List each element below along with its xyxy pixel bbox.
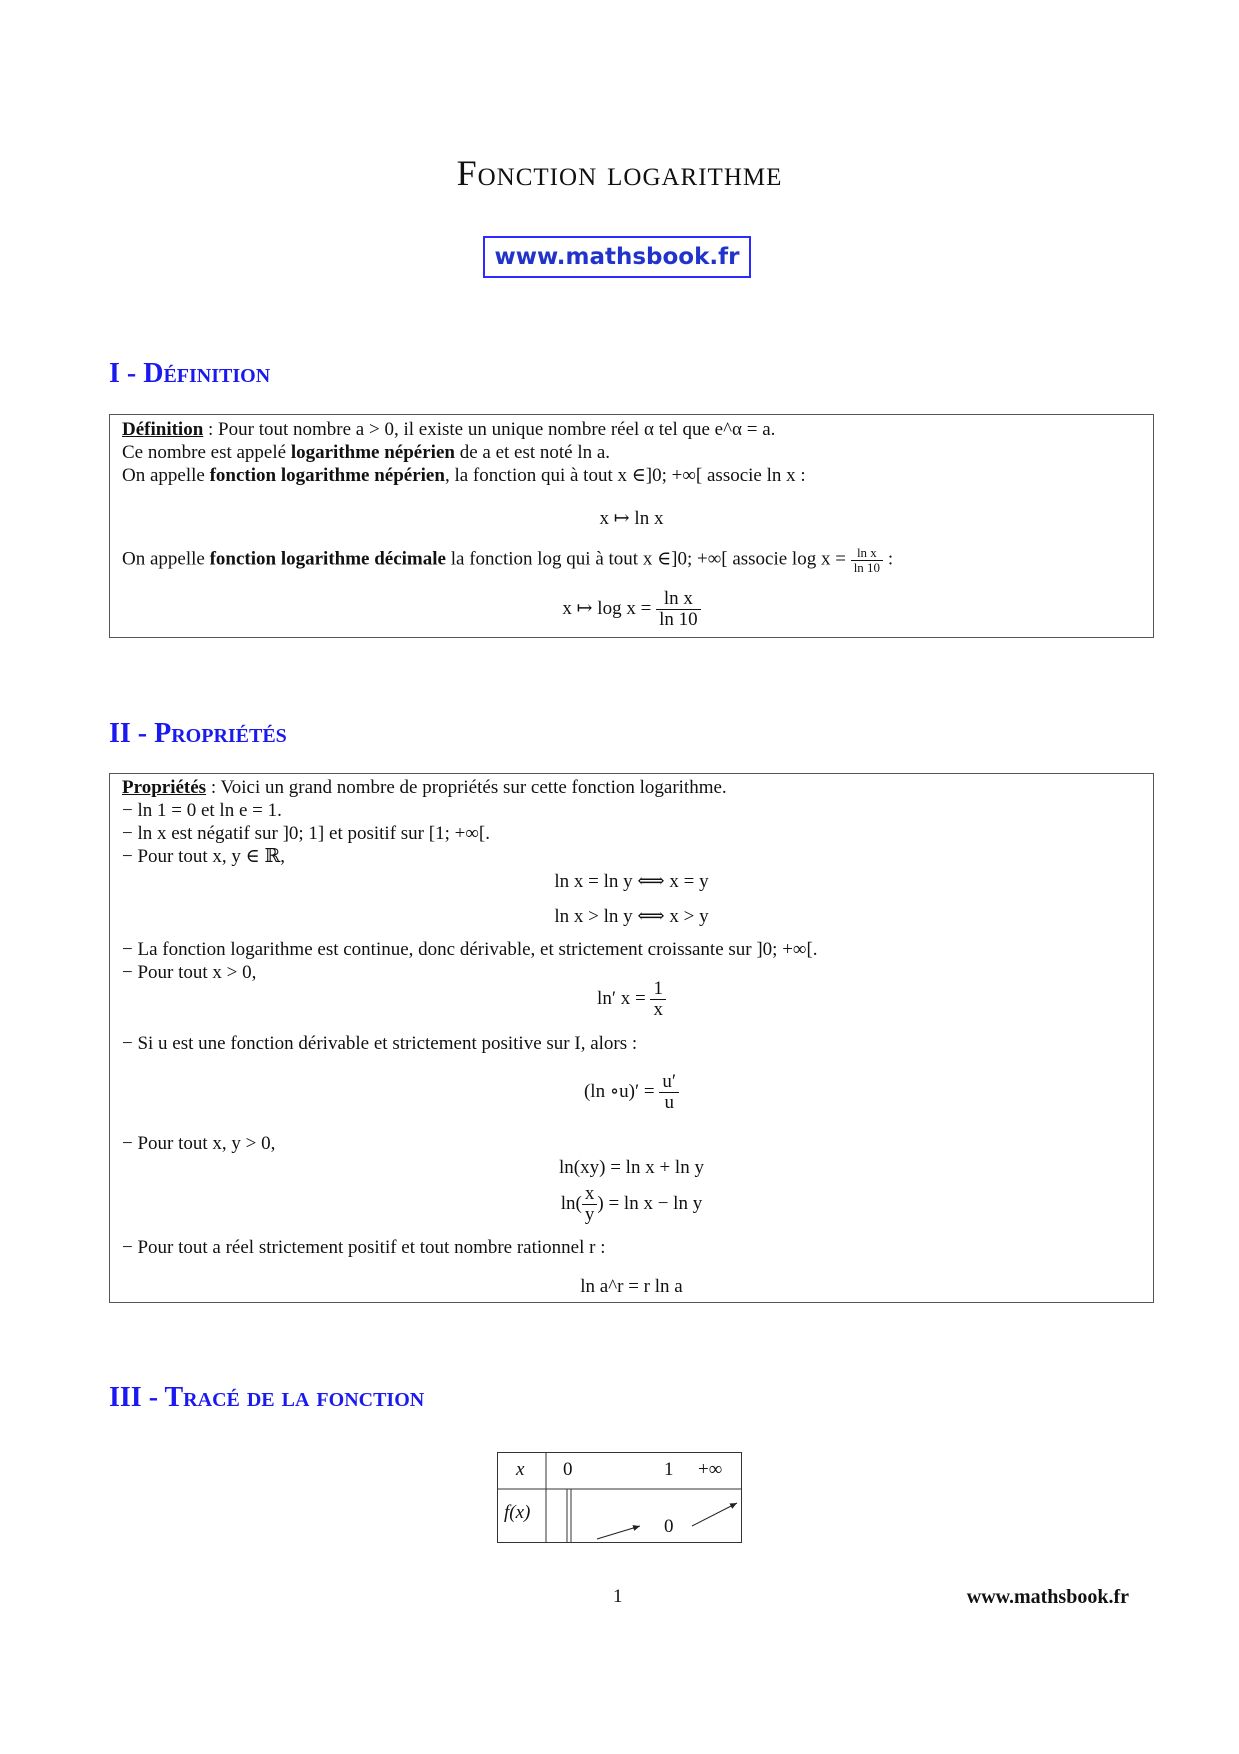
definition-line-2: Ce nombre est appelé logarithme népérien de a et est noté ln a. xyxy=(122,442,611,463)
vt-x-value-1: 1 xyxy=(664,1459,674,1480)
increase-arrow-2 xyxy=(692,1503,737,1526)
vt-x-value-0: 0 xyxy=(563,1459,573,1480)
definition-line-3: On appelle fonction logarithme népérien, la fonction qui à tout x ∈]0; +∞[ associe ln x : xyxy=(122,465,806,486)
section-heading-properties: II - Propriétés xyxy=(109,718,287,749)
properties-intro: Propriétés : Voici un grand nombre de propriétés sur cette fonction logarithme. xyxy=(122,777,727,798)
properties-label: Propriétés xyxy=(122,777,207,798)
property-6: − Si u est une fonction dérivable et strictement positive sur I, alors : xyxy=(122,1033,638,1054)
formula-product: ln(xy) = ln x + ln y xyxy=(559,1157,704,1178)
properties-box xyxy=(109,773,1154,1303)
property-5: − Pour tout x > 0, xyxy=(122,962,257,983)
increase-arrow-1 xyxy=(597,1526,640,1539)
vt-f-label: f(x) xyxy=(504,1502,531,1523)
property-4: − La fonction logarithme est continue, donc dérivable, et strictement croissante sur ]0; +∞[. xyxy=(122,939,818,960)
formula-power: ln a^r = r ln a xyxy=(580,1276,683,1297)
variation-table xyxy=(497,1452,742,1543)
property-2: − ln x est négatif sur ]0; 1] et positif sur [1; +∞[. xyxy=(122,823,490,844)
formula-derivative: ln′ x = $\frac{1}{x}$ xyxy=(110,979,1153,1020)
definition-box xyxy=(109,414,1154,638)
page-number: 1 xyxy=(613,1586,623,1607)
property-3: − Pour tout x, y ∈ ℝ, xyxy=(122,846,286,867)
section-heading-graph: III - Tracé de la fonction xyxy=(109,1382,425,1413)
formula-composition: (ln ∘u)′ = $\frac{u'}{u}$ xyxy=(110,1072,1153,1113)
definition-line-4: On appelle fonction logarithme décimale la fonction log qui à tout x ∈]0; +∞[ associe log x = $\frac{\text{ln x}}{\ln 10}$ : xyxy=(122,545,894,575)
definition-line-1: Définition : Pour tout nombre a > 0, il existe un unique nombre réel α tel que e^α = a. xyxy=(122,419,776,440)
property-7: − Pour tout x, y > 0, xyxy=(122,1133,276,1154)
property-8: − Pour tout a réel strictement positif et tout nombre rationnel r : xyxy=(122,1237,606,1258)
vt-f-value-at-1: 0 xyxy=(664,1516,674,1537)
vt-x-label: x xyxy=(516,1459,525,1480)
site-link[interactable]: www.mathsbook.fr xyxy=(483,236,751,278)
formula-ln-map: x ↦ ln x xyxy=(599,508,664,529)
formula-log-map: x ↦ log x = $\frac{\text{ln x}}{\ln 10}$ xyxy=(110,589,1153,630)
vt-x-value-inf: +∞ xyxy=(698,1459,723,1480)
section-heading-definition: I - Définition xyxy=(109,358,271,389)
formula-equivalence-greater: ln x > ln y ⟺ x > y xyxy=(554,906,709,927)
page-title: Fonction logarithme xyxy=(456,153,783,193)
formula-quotient: ln( $\frac{x}{y}$ ) = ln x − ln y xyxy=(560,1183,703,1225)
formula-equivalence-equal: ln x = ln y ⟺ x = y xyxy=(554,871,709,892)
property-1: − ln 1 = 0 et ln e = 1. xyxy=(122,800,282,821)
footer-site-link[interactable]: www.mathsbook.fr xyxy=(966,1586,1129,1608)
definition-label: Définition xyxy=(122,419,204,440)
